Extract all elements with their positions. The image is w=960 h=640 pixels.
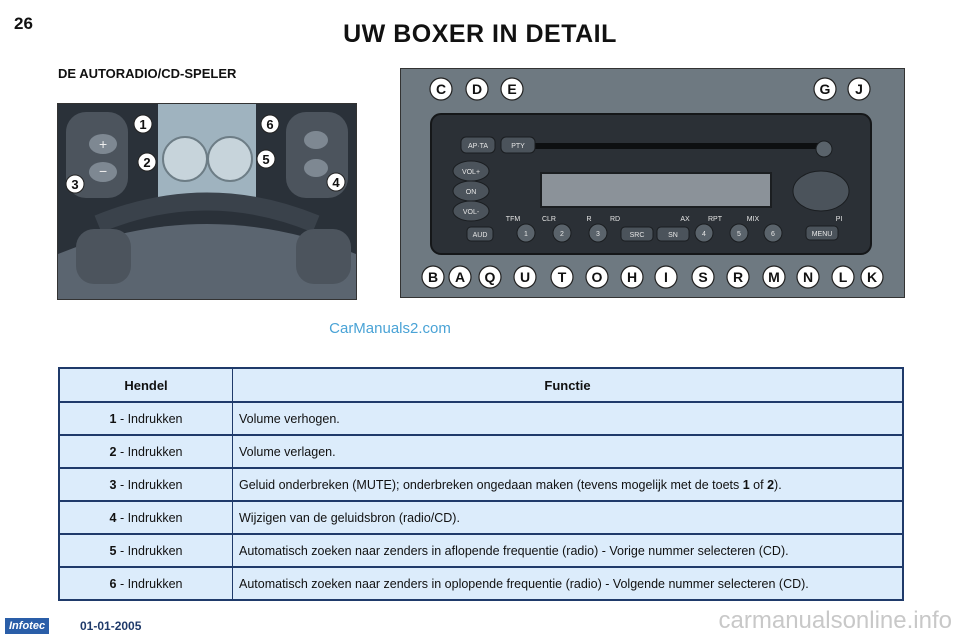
on-label: ON (465, 189, 477, 196)
vol-up-label: VOL+ (461, 169, 481, 176)
vol-down-label: VOL- (462, 209, 480, 216)
desc-text: ). (774, 477, 782, 492)
row-number: 5 (109, 543, 117, 558)
callout-d: D (471, 81, 483, 97)
section-title: DE AUTORADIO/CD-SPELER (58, 66, 237, 81)
row-action: - Indrukken (116, 444, 183, 459)
callout-b: B (427, 269, 439, 285)
row-number: 1 (109, 411, 117, 426)
callout-h: H (626, 269, 638, 285)
row-description: Wijzigen van de geluidsbron (radio/CD). (233, 501, 904, 534)
row-number: 3 (109, 477, 117, 492)
sn-label: SN (668, 232, 678, 239)
controls-table (58, 367, 904, 601)
callout-a: A (454, 269, 466, 285)
callout-g: G (819, 81, 831, 97)
radio-photo (400, 68, 905, 298)
table-row (59, 567, 903, 600)
row-control (59, 501, 233, 534)
mix-label: MIX (746, 216, 760, 223)
svg-text:+: + (99, 136, 108, 152)
table-row (59, 435, 903, 468)
callout-s: S (698, 269, 708, 285)
row-number: 2 (109, 444, 117, 459)
menu-label: MENU (811, 231, 833, 238)
row-control (59, 435, 233, 468)
preset-1-label: 1 (524, 231, 528, 238)
clr-label: CLR (541, 216, 557, 223)
r-label: R (586, 216, 592, 223)
row-control (59, 567, 233, 600)
rpt-label: RPT (708, 216, 722, 223)
callout-c: C (435, 81, 447, 97)
aud-label: AUD (472, 232, 488, 239)
table-row (59, 501, 903, 534)
row-description: Volume verhogen. (233, 402, 904, 435)
row-description: Volume verlagen. (233, 435, 904, 468)
steering-wheel-photo (57, 103, 357, 300)
callout-i: I (664, 269, 668, 285)
ap-ta-label: AP·TA (467, 143, 489, 150)
callout-6: 6 (266, 117, 274, 132)
callout-3: 3 (71, 177, 79, 192)
row-action: - Indrukken (116, 576, 183, 591)
table-header-row (59, 368, 903, 402)
callout-j: J (855, 81, 863, 97)
desc-text: of (749, 477, 768, 492)
row-control (59, 402, 233, 435)
table-row (59, 402, 903, 435)
preset-2-label: 2 (560, 231, 564, 238)
preset-3-label: 3 (596, 231, 600, 238)
callout-m: M (768, 269, 780, 285)
callout-u: U (519, 269, 531, 285)
row-description: Automatisch zoeken naar zenders in oplopende frequentie (radio) - Volgende nummer selecteren (CD). (233, 567, 904, 600)
watermark: CarManuals2.com (329, 320, 451, 337)
callout-o: O (591, 269, 603, 285)
pi-label: PI (835, 216, 843, 223)
row-control (59, 468, 233, 501)
row-description (233, 468, 904, 501)
callout-t: T (557, 269, 567, 285)
table-row (59, 534, 903, 567)
row-action: - Indrukken (116, 477, 183, 492)
row-number: 4 (109, 510, 117, 525)
desc-key: 2 (767, 477, 775, 492)
preset-5-label: 5 (737, 231, 741, 238)
page-title: UW BOXER IN DETAIL (343, 20, 617, 48)
page-number: 26 (14, 14, 33, 33)
row-control (59, 534, 233, 567)
header-functie: Functie (233, 368, 904, 402)
desc-key: 1 (742, 477, 750, 492)
callout-2: 2 (143, 155, 151, 170)
row-number: 6 (109, 576, 117, 591)
callout-4: 4 (332, 175, 340, 190)
table-row (59, 468, 903, 501)
callout-1: 1 (139, 117, 147, 132)
tfm-label: TFM (505, 216, 521, 223)
footer-site-watermark: carmanualsonline.info (718, 607, 952, 634)
callout-l: L (838, 269, 848, 285)
callout-n: N (802, 269, 814, 285)
pty-label: PTY (511, 143, 525, 150)
ax-label: AX (680, 216, 690, 223)
infotec-logo: Infotec (5, 618, 49, 634)
callout-e: E (507, 81, 517, 97)
row-action: - Indrukken (116, 510, 183, 525)
row-action: - Indrukken (116, 411, 183, 426)
callout-q: Q (484, 269, 496, 285)
header-hendel: Hendel (59, 368, 233, 402)
callout-5: 5 (262, 152, 270, 167)
src-label: SRC (629, 232, 645, 239)
callout-k: K (866, 269, 878, 285)
callout-r: R (732, 269, 744, 285)
row-action: - Indrukken (116, 543, 183, 558)
footer-date: 01-01-2005 (80, 619, 142, 633)
desc-text: Geluid onderbreken (MUTE); onderbreken ongedaan maken (tevens mogelijk met de toets (239, 477, 743, 492)
preset-6-label: 6 (771, 231, 775, 238)
rd-label: RD (609, 216, 621, 223)
preset-4-label: 4 (702, 231, 706, 238)
svg-text:−: − (99, 163, 108, 179)
row-description: Automatisch zoeken naar zenders in aflopende frequentie (radio) - Vorige nummer selecteren (CD). (233, 534, 904, 567)
